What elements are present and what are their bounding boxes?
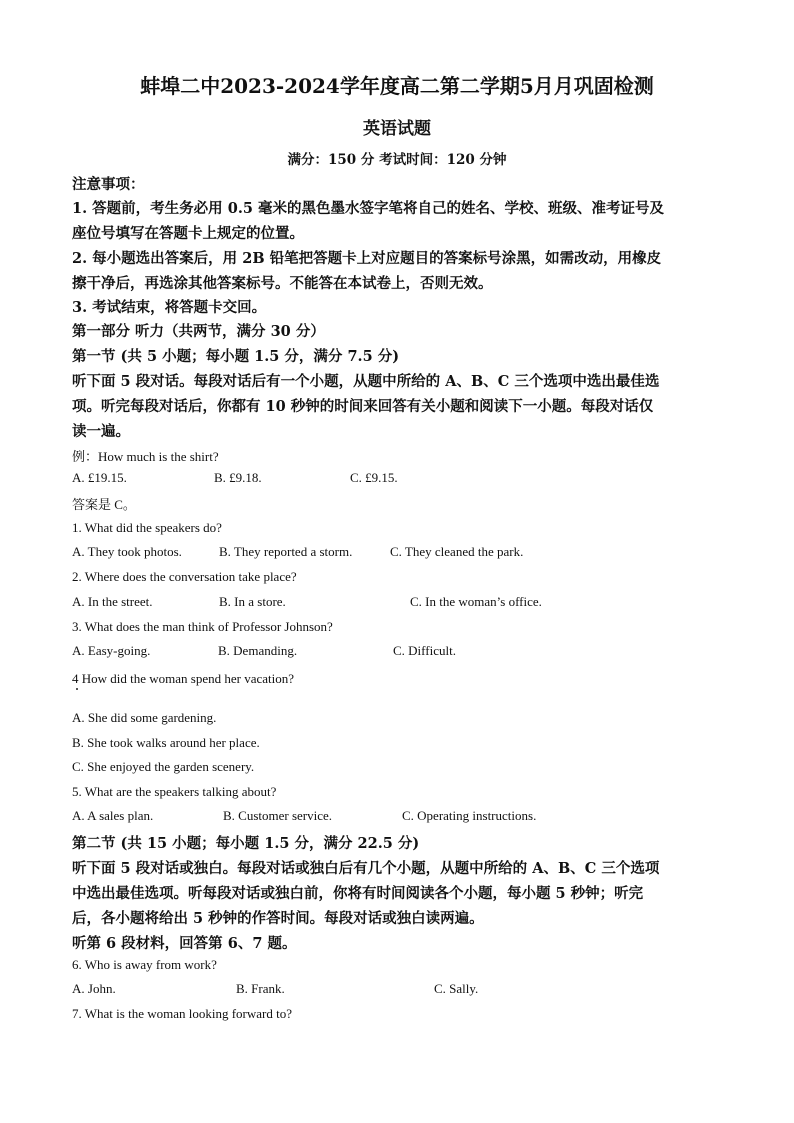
option-b: B. Customer service. (223, 808, 333, 823)
instruction-line: 项。听完每段对话后，你都有 10 秒钟的时间来回答有关小题和阅读下一小题。每段对话仅 (72, 398, 654, 415)
option-a: A. John. (72, 981, 116, 996)
notice-line: 1. 答题前，考生务必用 0.5 毫米的黑色墨水签字笔将自己的姓名、学校、班级、准考证号及 (72, 200, 665, 217)
option-b: B. Frank. (236, 981, 285, 996)
option-a: A. A sales plan. (72, 808, 154, 823)
instruction-line: 听下面 5 段对话。每段对话后有一个小题，从题中所给的 A、B、C 三个选项中选出最佳选 (72, 373, 660, 390)
instruction-line: 中选出最佳选项。听每段对话或独白前，你将有时间阅读各个小题，每小题 5 秒钟；听完 (72, 885, 644, 902)
option-b: B. £9.18. (214, 470, 262, 485)
option-a: A. They took photos. (72, 544, 182, 559)
section2-heading: 第二节 (共 15 小题；每小题 1.5 分，满分 22.5 分) (72, 835, 420, 852)
option-c: C. She enjoyed the garden scenery. (72, 759, 255, 774)
exam-subtitle: 英语试题 (363, 119, 431, 139)
section1-heading: 第一节 (共 5 小题；每小题 1.5 分，满分 7.5 分) (72, 348, 400, 365)
option-c: C. Operating instructions. (402, 808, 537, 823)
notice-heading: 注意事项： (72, 176, 145, 193)
option-a: A. £19.15. (72, 470, 127, 485)
question-2: 2. Where does the conversation take place? (72, 569, 297, 584)
option-a: A. She did some gardening. (72, 710, 217, 725)
example-question: 例：How much is the shirt? (72, 449, 219, 464)
option-a: A. In the street. (72, 594, 153, 609)
exam-meta: 满分：150 分 考试时间：120 分钟 (287, 152, 507, 168)
option-b: B. They reported a storm. (219, 544, 353, 559)
option-b: B. She took walks around her place. (72, 735, 260, 750)
question-4: 4 How did the woman spend her vacation? (72, 671, 295, 686)
instruction-line: 听下面 5 段对话或独白。每段对话或独白后有几个小题，从题中所给的 A、B、C 三个选项 (72, 860, 660, 877)
instruction-line: 后，各小题将给出 5 秒钟的作答时间。每段对话或独白读两遍。 (72, 910, 484, 927)
question-7: 7. What is the woman looking forward to? (72, 1006, 292, 1021)
question-6: 6. Who is away from work? (72, 957, 217, 972)
option-b: B. Demanding. (218, 643, 298, 658)
instruction-line: 读一遍。 (72, 423, 130, 440)
question-3: 3. What does the man think of Professor Johnson? (72, 619, 333, 634)
example-answer: 答案是 C。 (72, 497, 136, 512)
material-heading: 听第 6 段材料，回答第 6、7 题。 (72, 935, 297, 952)
option-c: C. Sally. (434, 981, 479, 996)
option-b: B. In a store. (219, 594, 286, 609)
notice-line: 3. 考试结束，将答题卡交回。 (72, 299, 267, 316)
option-a: A. Easy-going. (72, 643, 151, 658)
option-c: C. They cleaned the park. (390, 544, 524, 559)
notice-line: 2. 每小题选出答案后，用 2B 铅笔把答题卡上对应题目的答案标号涂黑，如需改动，用橡皮 (72, 250, 662, 267)
option-c: C. £9.15. (350, 470, 398, 485)
notice-line: 座位号填写在答题卡上规定的位置。 (72, 225, 304, 242)
exam-title: 蚌埠二中2023-2024学年度高二第二学期5月月巩固检测 (140, 74, 654, 98)
question-5: 5. What are the speakers talking about? (72, 784, 277, 799)
option-c: C. Difficult. (393, 643, 456, 658)
part1-heading: 第一部分 听力（共两节，满分 30 分） (72, 323, 325, 340)
notice-line: 擦干净后，再选涂其他答案标号。不能答在本试卷上，否则无效。 (72, 275, 493, 292)
question-1: 1. What did the speakers do? (72, 520, 222, 535)
option-c: C. In the woman’s office. (410, 594, 542, 609)
stray-dot (76, 688, 78, 690)
